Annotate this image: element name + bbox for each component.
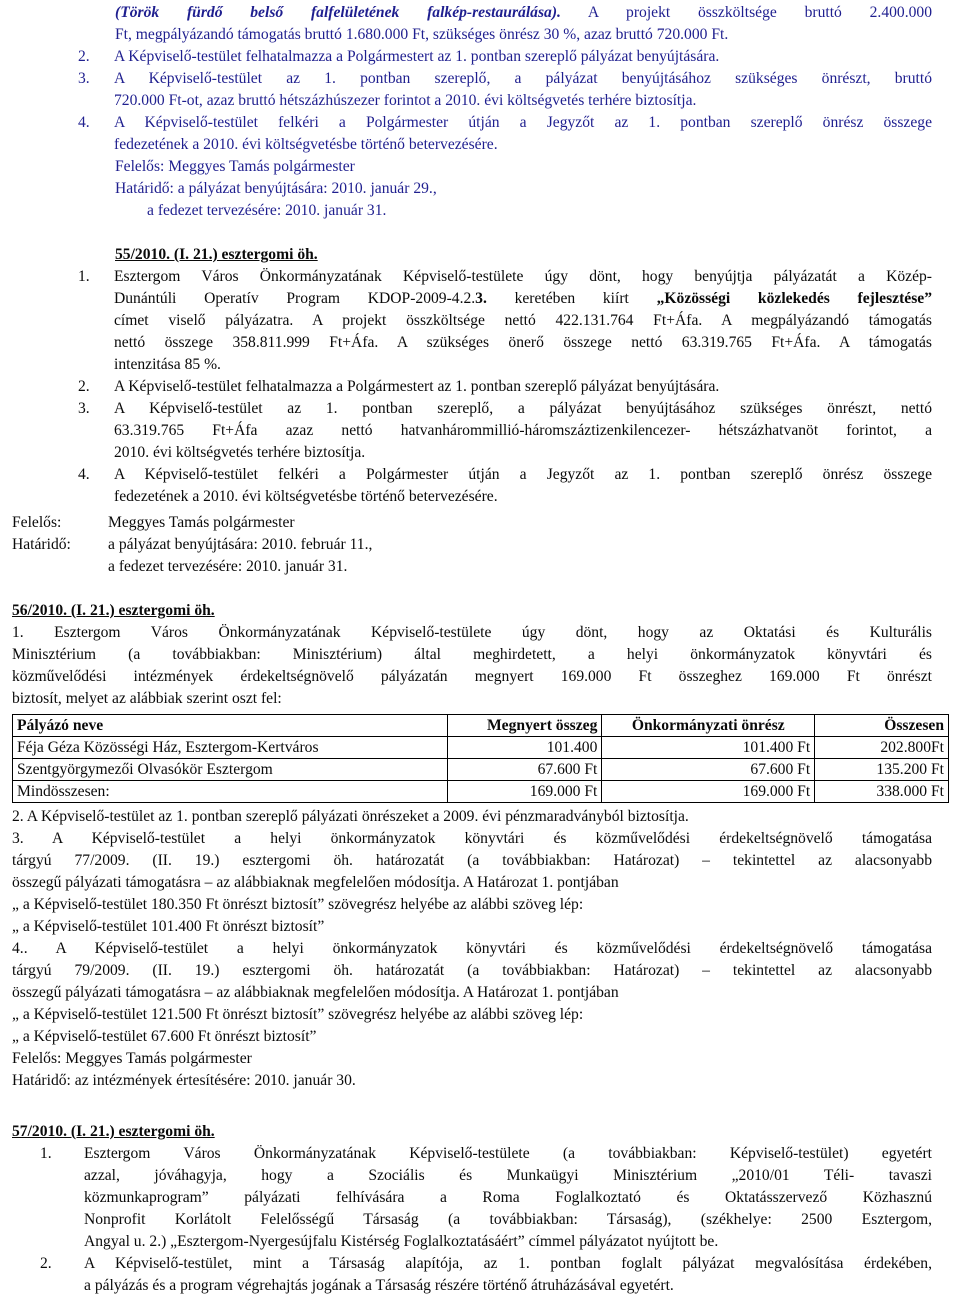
top-line-2: Ft, megpályázandó támogatás bruttó 1.680.000 Ft, szükséges önrész 30 %, azaz bruttó 720.000 Ft.	[115, 26, 729, 43]
col-header-applicant: Pályázó neve	[13, 715, 448, 737]
r55-deadline-2: a fedezet tervezésére: 2010. január 31.	[108, 558, 348, 575]
r57-item-2: 2. A Képviselő-testület, mint a Társaság alapítója, az 1. pontban foglalt pályázat megvalósítása érdekében, a pályázás és a program végrehajtás jogának a Társaság részére történő átruházásával egyetért.	[40, 1255, 932, 1294]
top-item-3: 3. A Képviselő-testület az 1. pontban szereplő, a pályázat benyújtásához szükséges önrészt, bruttó 720.000 Ft-ot, azaz bruttó hétszázhúszezer forintot a 2010. évi költségvetés terhére biztosítja.	[78, 70, 932, 109]
resolution-56-heading: 56/2010. (I. 21.) esztergomi öh.	[12, 602, 215, 619]
resolution-57-heading: 57/2010. (I. 21.) esztergomi öh.	[12, 1123, 215, 1140]
resolution-55-items	[72, 266, 932, 508]
resolution-56	[12, 600, 930, 622]
top-deadline-2: a fedezet tervezésére: 2010. január 31.	[147, 202, 387, 219]
table-row-total: Mindösszesen: 169.000 Ft 169.000 Ft 338.000 Ft	[13, 781, 949, 803]
table-header-row	[13, 715, 949, 737]
resolution-55	[115, 244, 930, 266]
r55-item-3: 3. A Képviselő-testület az 1. pontban szereplő, a pályázat benyújtásához szükséges önrészt, nettó 63.319.765 Ft+Áfa azaz nettó hatvanhárommillió-háromszáztizenkilencezer- hétszázhatvanöt forintot, a 2010. évi költségvetés terhére biztosítja.	[78, 400, 932, 461]
r56-deadline: Határidő: az intézmények értesítésére: 2010. január 30.	[12, 1072, 356, 1089]
r56-point-4: 4.. A Képviselő-testület a helyi önkormányzatok könyvtári és közművelődési érdekeltségnövelő támogatása	[12, 940, 932, 957]
col-header-own-share: Önkormányzati önrész	[602, 715, 815, 737]
resolution-55-heading: 55/2010. (I. 21.) esztergomi öh.	[115, 246, 318, 263]
col-header-total: Összesen	[815, 715, 949, 737]
top-items	[72, 46, 932, 156]
top-item-4: 4. A Képviselő-testület felkéri a Polgármester útján a Jegyzőt az 1. pontban szereplő önrész összege fedezetének a 2010. évi költségvetésbe történő betervezésére.	[78, 114, 932, 153]
table-row: Féja Géza Közösségi Ház, Esztergom-Kertváros 101.400 101.400 Ft 202.800Ft	[13, 737, 949, 759]
top-responsible-deadline	[115, 156, 930, 222]
top-continuation	[115, 2, 932, 46]
resolution-57	[12, 1121, 930, 1143]
r55-responsible: Felelős: Meggyes Tamás polgármester	[12, 514, 295, 531]
top-responsible: Felelős: Meggyes Tamás polgármester	[115, 158, 355, 175]
r55-item-2: 2. A Képviselő-testület felhatalmazza a Polgármestert az 1. pontban szereplő pályázat benyújtására.	[78, 378, 720, 395]
r56-intro: 1. Esztergom Város Önkormányzatának Képviselő-testülete úgy dönt, hogy az Oktatási és Kulturális Minisztérium (a továbbiakban: Minisztérium) által meghirdetett, a helyi önkormányzatok könyvtári és közművelődési intézmények érdekeltségnövelő pályázatán megnyert 169.000 Ft összeghez 169.000 Ft önrészt biztosít, melyet az alábbiak szerint oszt fel:	[12, 624, 932, 707]
r56-point-3: 3. A Képviselő-testület a helyi önkormányzatok könyvtári és közművelődési érdekeltségnövelő támogatása	[12, 830, 932, 847]
r56-point-2: 2. A Képviselő-testület az 1. pontban szereplő pályázati önrészeket a 2009. évi pénzmaradványból biztosítja.	[12, 808, 689, 825]
top-line-1: (Török fürdő belső falfelületének falkép-restaurálása). A projekt összköltsége bruttó 2.400.000	[115, 4, 932, 21]
r55-deadline: Határidő: a pályázat benyújtására: 2010. február 11.,	[12, 536, 373, 553]
table-row: Szentgyörgymezői Olvasókör Esztergom 67.600 Ft 67.600 Ft 135.200 Ft	[13, 759, 949, 781]
col-header-awarded: Megnyert összeg	[447, 715, 602, 737]
r55-item-1: 1. Esztergom Város Önkormányzatának Képviselő-testülete úgy dönt, hogy benyújtja pályázatát a Közép- Dunántúli Operatív Program KDOP-2009-4.2.3. keretében kiírt „Közösségi közlekedés fejlesztése” címet viselő pályázatra. A projekt összköltsége nettó 422.131.764 Ft+Áfa. A megpályázandó támogatás nettó összege 358.811.999 Ft+Áfa. A szükséges önerő összege nettó 63.319.765 Ft+Áfa. A támogatás intenzitása 85 %.	[78, 268, 932, 373]
r57-item-1: 1. Esztergom Város Önkormányzatának Képviselő-testülete (a továbbiakban: Képviselő-testület) egyetért azzal, jóváhagyja, hogy a Szociális és Munkaügyi Minisztérium „2010/01 Téli- tavaszi közmunkaprogram” pályázati felhívására a Roma Foglalkoztató és Oktatásszervező Közhasznú Nonprofit Korlátolt Felelősségű Társaság (a továbbiakban: Társaság), (székhelye: 2500 Esztergom, Angyal u. 2.) „Esztergom-Nyergesújfalu Kistérség Foglalkoztatásáért” címmel pályázatot nyújtott be.	[40, 1145, 932, 1250]
r56-items: 2. A Képviselő-testület az 1. pontban szereplő pályázati önrészeket a 2009. évi pénzmaradványból biztosítja. 3. A Képviselő-testület a helyi önkormányzatok könyvtári és közművelődési érdekeltségnövelő támogatása tárgyú 77/2009. (II. 19.) esztergomi öh. határozatát (a továbbiakban: Határozat) – tekintettel az alacsonyabb összegű pályázati támogatásra – az alábbiaknak megfelelően módosítja. A Határozat 1. pontjában „ a Képviselő-testület 180.350 Ft önrészt biztosít” szövegrész helyébe az alábbi szöveg lép: „ a Képviselő-testület 101.400 Ft önrészt biztosít” 4.. A Képviselő-testület a helyi önkormányzatok könyvtári és közművelődési érdekeltségnövelő támogatása tárgyú 79/2009. (II. 19.) esztergomi öh. határozatát (a továbbiakban: Határozat) – tekintettel az alacsonyabb összegű pályázati támogatásra – az alábbiaknak megfelelően módosítja. A Határozat 1. pontjában „ a Képviselő-testület 121.500 Ft önrészt biztosít” szövegrész helyébe az alábbi szöveg lép: „ a Képviselő-testület 67.600 Ft önrészt biztosít” Felelős: Meggyes Tamás polgármester Határidő: az intézmények értesítésére: 2010. január 30.	[12, 806, 932, 1092]
r56-responsible: Felelős: Meggyes Tamás polgármester	[12, 1050, 252, 1067]
r55-item-4: 4. A Képviselő-testület felkéri a Polgármester útján a Jegyzőt az 1. pontban szereplő önrész összege fedezetének a 2010. évi költségvetésbe történő betervezésére.	[78, 466, 932, 505]
r55-responsible-deadline	[12, 512, 930, 578]
top-deadline-1: Határidő: a pályázat benyújtására: 2010. január 29.,	[115, 180, 437, 197]
r57-items	[34, 1143, 932, 1297]
top-item-2: 2. A Képviselő-testület felhatalmazza a Polgármestert az 1. pontban szereplő pályázat benyújtására.	[78, 48, 720, 65]
allocation-table	[12, 714, 949, 803]
